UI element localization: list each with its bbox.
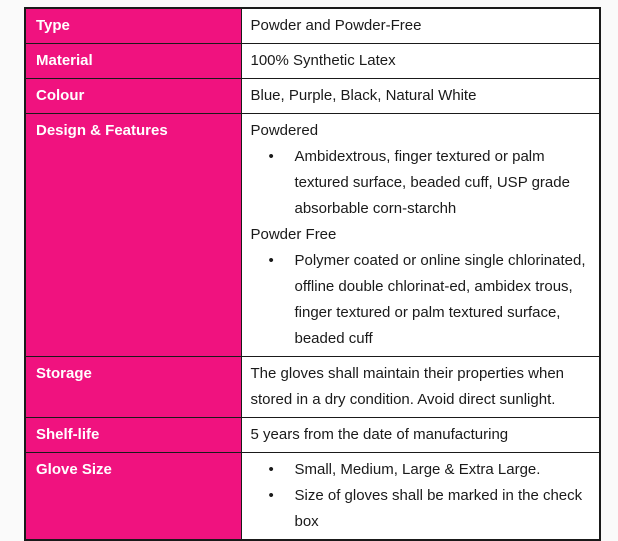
table-row-storage [25, 357, 600, 418]
table-row-glove-size [25, 453, 600, 541]
bullet-list [251, 144, 592, 222]
table-row-design-features [25, 114, 600, 357]
row-label: Type [25, 8, 241, 44]
table-row-material [25, 44, 600, 79]
row-value: The gloves shall maintain their properties when stored in a dry condition. Avoid direct sunlight. [241, 357, 600, 418]
list-item: • Small, Medium, Large & Extra Large. [295, 457, 592, 483]
table-row-shelf-life [25, 418, 600, 453]
row-label: Shelf-life [25, 418, 241, 453]
row-value [241, 114, 600, 357]
table-row-type [25, 8, 600, 44]
row-label: Design & Features [25, 114, 241, 357]
row-value: 5 years from the date of manufacturing [241, 418, 600, 453]
group-heading: Powdered [250, 122, 319, 139]
group-heading: Powder Free [250, 226, 337, 243]
row-value: Blue, Purple, Black, Natural White [241, 79, 600, 114]
row-label: Colour [25, 79, 241, 114]
row-label: Storage [25, 357, 241, 418]
list-item: • Ambidextrous, finger textured or palm textured surface, beaded cuff, USP grade absorbable corn-starchh [295, 144, 592, 222]
row-value: Powder and Powder-Free [241, 8, 600, 44]
row-label: Material [25, 44, 241, 79]
list-item: • Size of gloves shall be marked in the check box [295, 483, 592, 535]
list-item: • Polymer coated or online single chlorinated, offline double chlorinat-ed, ambidex trous, finger textured or palm textured surface, beaded cuff [295, 248, 592, 352]
table-row-colour [25, 79, 600, 114]
specification-table [24, 7, 601, 541]
bullet-list [251, 457, 592, 535]
row-label: Glove Size [25, 453, 241, 541]
row-value: 100% Synthetic Latex [241, 44, 600, 79]
spec-table-container [24, 7, 599, 541]
bullet-list [251, 248, 592, 352]
row-value [241, 453, 600, 541]
